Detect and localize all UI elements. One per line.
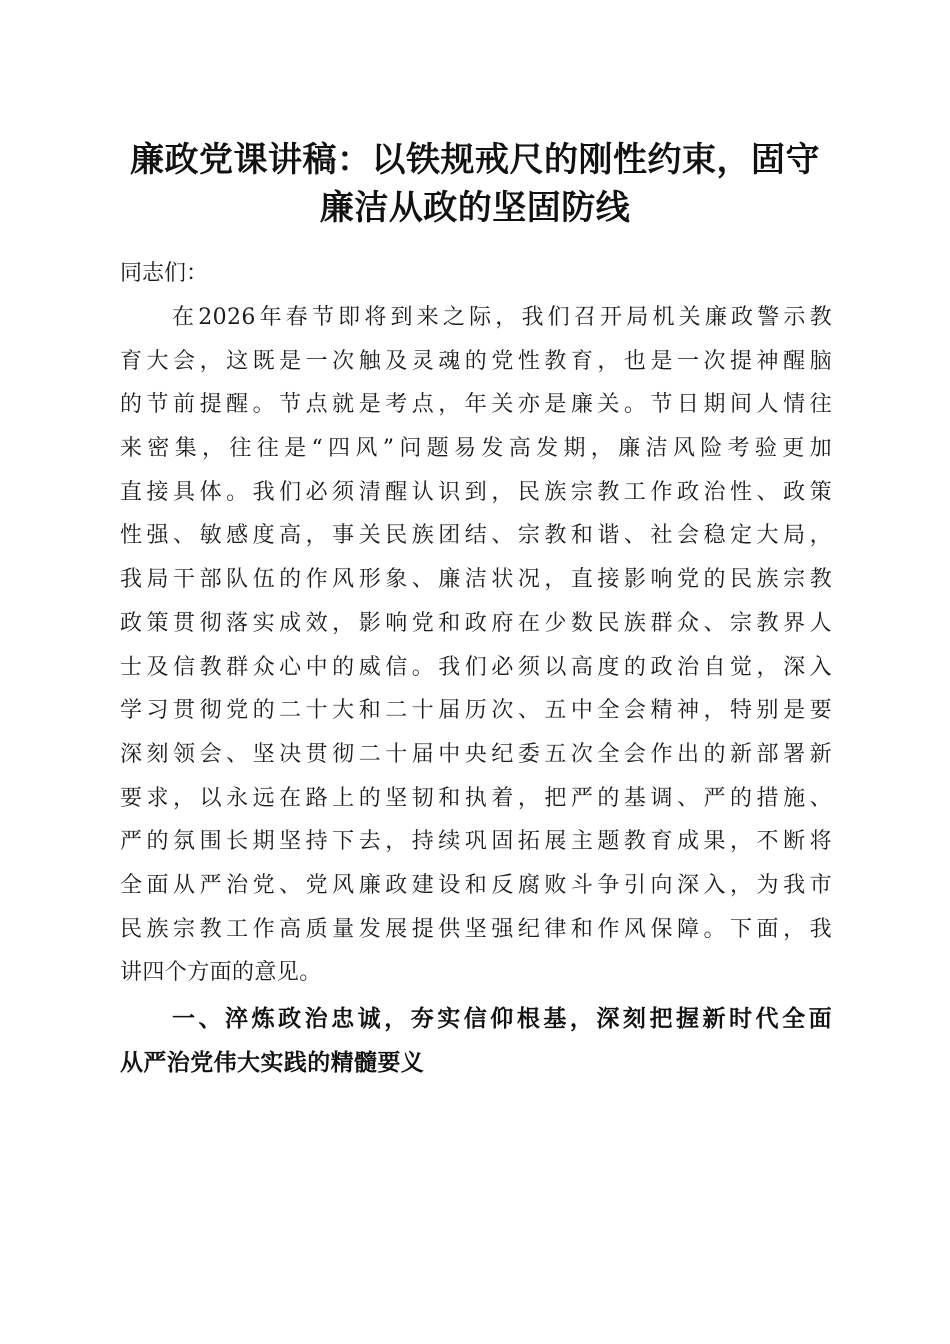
- paragraph-line: 直接具体。我们必须清醒认识到，民族宗教工作政治性、政策: [120, 479, 832, 505]
- title-line-1: 廉政党课讲稿：以铁规戒尺的刚性约束，固守: [130, 140, 820, 180]
- document-body: [120, 252, 832, 1085]
- salutation: 同志们：: [120, 261, 209, 286]
- paragraph-line: 要求，以永远在路上的坚韧和执着，把严的基调、严的措施、: [120, 785, 832, 811]
- intro-paragraph: [120, 296, 832, 995]
- paragraph-line: 的节前提醒。节点就是考点，年关亦是廉关。节日期间人情往: [120, 392, 832, 418]
- paragraph-line: 全面从严治党、党风廉政建设和反腐败斗争引向深入，为我市: [120, 872, 832, 898]
- heading-line: 从严治党伟大实践的精髓要义: [120, 1050, 425, 1076]
- paragraph-line: 政策贯彻落实成效，影响党和政府在少数民族群众、宗教界人: [120, 610, 832, 636]
- paragraph-line: 民族宗教工作高质量发展提供坚强纪律和作风保障。下面，我: [120, 916, 832, 942]
- paragraph-line: 严的氛围长期坚持下去，持续巩固拓展主题教育成果，不断将: [120, 829, 832, 855]
- section-heading-1: [120, 997, 832, 1085]
- document-title: [110, 136, 840, 232]
- paragraph-line: 来密集，往往是“四风”问题易发高发期，廉洁风险考验更加: [120, 436, 832, 462]
- paragraph-line: 讲四个方面的意见。: [120, 960, 322, 986]
- paragraph-line: 我局干部队伍的作风形象、廉洁状况，直接影响党的民族宗教: [120, 567, 832, 593]
- heading-line: 一、淬炼政治忠诚，夯实信仰根基，深刻把握新时代全面: [172, 1006, 832, 1032]
- paragraph-line: 育大会，这既是一次触及灵魂的党性教育，也是一次提神醒脑: [120, 348, 832, 374]
- title-line-2: 廉洁从政的坚固防线: [319, 188, 631, 228]
- paragraph-line: 士及信教群众心中的威信。我们必须以高度的政治自觉，深入: [120, 654, 832, 680]
- paragraph-line: 在2026年春节即将到来之际，我们召开局机关廉政警示教: [172, 305, 832, 330]
- paragraph-line: 性强、敏感度高，事关民族团结、宗教和谐、社会稳定大局，: [120, 523, 832, 549]
- paragraph-line: 深刻领会、坚决贯彻二十届中央纪委五次全会作出的新部署新: [120, 741, 832, 767]
- paragraph-line: 学习贯彻党的二十大和二十届历次、五中全会精神，特别是要: [120, 698, 832, 724]
